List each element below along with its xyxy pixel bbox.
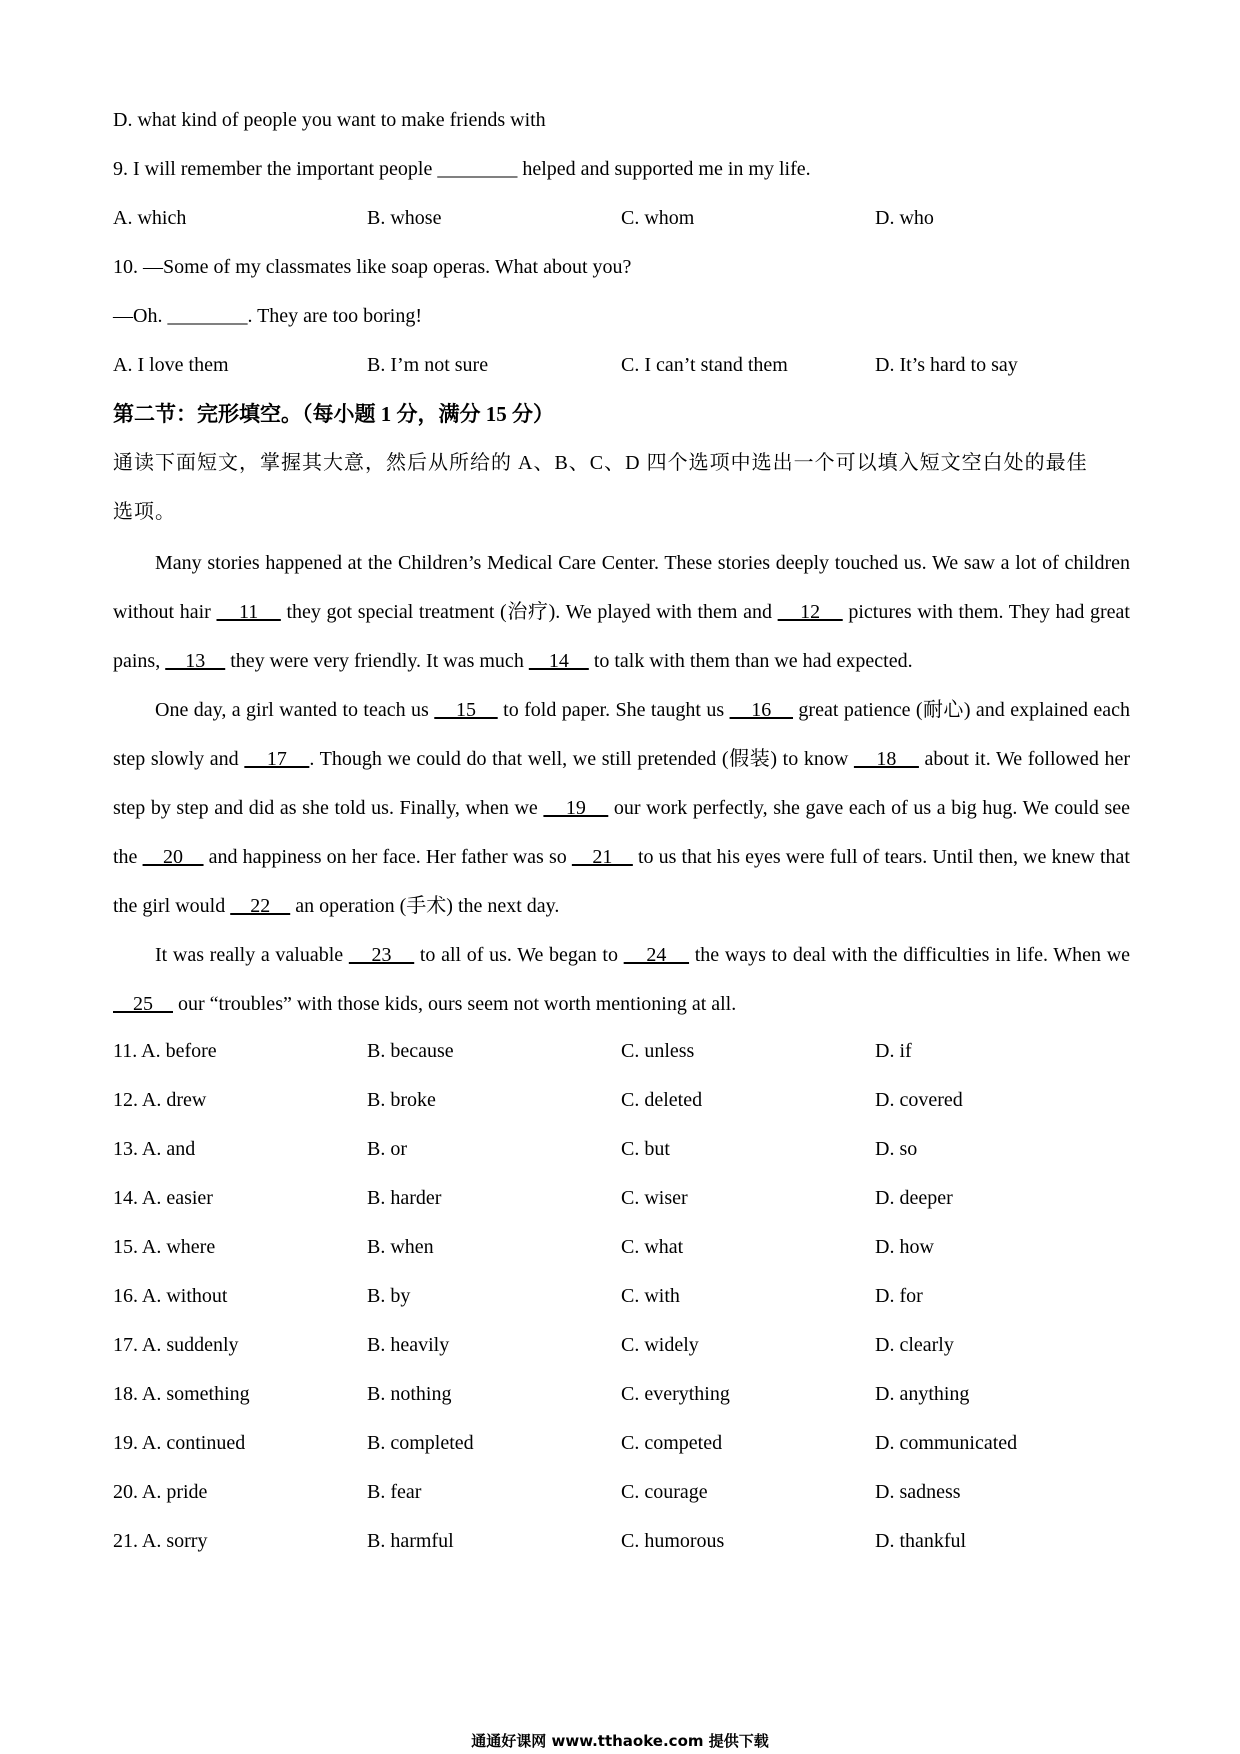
option-a: 15. A. where [113,1236,216,1258]
cloze-blank: 23 [348,944,415,966]
passage-text: our work perfectly, she gave each of us a big hug. We could see the [113,797,1131,868]
section-title: 第二节：完形填空。（每小题 1 分，满分 15 分） [113,402,554,426]
option-b: B. because [367,1040,454,1062]
cloze-option-row [113,1519,1130,1568]
passage-text: . Though we could do that well, we still pretended (假装) to know [309,748,854,770]
cloze-blank: 17 [244,748,310,770]
option-b: B. or [367,1138,407,1160]
option-d: D. so [875,1138,918,1160]
cloze-option-row [113,1127,1130,1176]
q9-option-d: D. who [875,207,934,229]
option-c: C. courage [621,1481,708,1503]
exam-page [113,98,1130,1568]
cloze-option-row [113,1323,1130,1372]
q9-option-c: C. whom [621,207,695,229]
cloze-option-row [113,1078,1130,1127]
option-a: 14. A. easier [113,1187,213,1209]
option-a: 16. A. without [113,1285,228,1307]
passage-paragraph-1 [113,539,1130,686]
option-b: B. broke [367,1089,436,1111]
cloze-blank: 22 [230,895,291,917]
q9-options [113,196,1130,245]
cloze-blank: 24 [623,944,690,966]
option-b: B. harmful [367,1530,454,1552]
cloze-option-row [113,1274,1130,1323]
option-c: C. unless [621,1040,695,1062]
option-b: B. by [367,1285,411,1307]
option-b: B. fear [367,1481,422,1503]
option-d: D. for [875,1285,923,1307]
passage-text: to all of us. We began to [414,944,624,966]
cloze-option-row [113,1029,1130,1078]
option-c: C. wiser [621,1187,688,1209]
option-c: C. competed [621,1432,723,1454]
option-c: C. with [621,1285,680,1307]
option-d: D. anything [875,1383,970,1405]
option-d: D. thankful [875,1530,967,1552]
passage-text: It was really a valuable [155,944,349,966]
q9-option-b: B. whose [367,207,442,229]
option-b: B. harder [367,1187,442,1209]
passage-text: to talk with them than we had expected. [588,650,913,672]
passage-text: One day, a girl wanted to teach us [155,699,435,721]
passage-text: they got special treatment (治疗). We played with them and [280,601,778,623]
cloze-blank: 12 [777,601,843,623]
cloze-blank: 14 [528,650,589,672]
passage-text: to fold paper. She taught us [497,699,730,721]
passage-text: and happiness on her face. Her father was so [203,846,572,868]
passage-text: to us that his eyes were full of tears. Until then, we knew that the girl would [113,846,1130,917]
cloze-passage [113,539,1130,1029]
passage-text: our “troubles” with those kids, ours seem not worth mentioning at all. [173,993,737,1015]
option-b: B. heavily [367,1334,450,1356]
passage-paragraph-3 [113,931,1130,1029]
passage-text: Many stories happened at the Children’s Medical Care Center. These stories deeply touched us. We saw a lot of children without hair [113,552,1130,623]
q10-option-c: C. I can’t stand them [621,354,788,376]
cloze-blank: 16 [729,699,793,721]
option-a: 17. A. suddenly [113,1334,239,1356]
option-c: C. but [621,1138,670,1160]
passage-text: an operation (手术) the next day. [290,895,560,917]
cloze-blank: 18 [853,748,919,770]
cloze-blank: 19 [543,797,609,819]
option-d: D. covered [875,1089,963,1111]
page-footer: 通通好课网 www.tthaoke.com 提供下载 [471,1732,769,1750]
cloze-blank: 13 [165,650,226,672]
option-a: 19. A. continued [113,1432,246,1454]
cloze-options [113,1029,1130,1568]
cloze-blank: 11 [216,601,281,623]
passage-text: about it. We followed her step by step and did as she told us. Finally, when we [113,748,1131,819]
cloze-option-row [113,1225,1130,1274]
q10-options [113,343,1130,392]
option-d: D. if [875,1040,912,1062]
section-instruction-line1: 通读下面短文，掌握其大意，然后从所给的 A、B、C、D 四个选项中选出一个可以填入短文空白处的最佳 [113,452,1088,474]
q10-option-b: B. I’m not sure [367,354,489,376]
passage-text: great patience (耐心) and explained each step slowly and [113,699,1131,770]
option-c: C. everything [621,1383,730,1405]
option-b: B. nothing [367,1383,452,1405]
option-c: C. what [621,1236,684,1258]
option-d: D. communicated [875,1432,1018,1454]
option-a: 18. A. something [113,1383,250,1405]
cloze-option-row [113,1470,1130,1519]
option-a: 12. A. drew [113,1089,207,1111]
option-d: D. how [875,1236,934,1258]
option-d: D. sadness [875,1481,961,1503]
cloze-blank: 21 [571,846,633,868]
q10-line1: 10. —Some of my classmates like soap operas. What about you? [113,256,632,278]
passage-paragraph-2 [113,686,1130,931]
option-b: B. completed [367,1432,474,1454]
option-a: 21. A. sorry [113,1530,208,1552]
q9-option-a: A. which [113,207,187,229]
passage-text: the ways to deal with the difficulties in life. When we [689,944,1131,966]
cloze-blank: 25 [113,993,173,1015]
option-b: B. when [367,1236,434,1258]
option-a: 13. A. and [113,1138,196,1160]
option-d: D. clearly [875,1334,954,1356]
option-c: C. humorous [621,1530,725,1552]
q8-option-d: D. what kind of people you want to make friends with [113,109,546,131]
option-a: 20. A. pride [113,1481,208,1503]
option-d: D. deeper [875,1187,953,1209]
q10-option-a: A. I love them [113,354,229,376]
q10-option-d: D. It’s hard to say [875,354,1018,376]
cloze-option-row [113,1372,1130,1421]
option-c: C. deleted [621,1089,703,1111]
passage-text: they were very friendly. It was much [225,650,529,672]
cloze-option-row [113,1421,1130,1470]
option-a: 11. A. before [113,1040,217,1062]
option-c: C. widely [621,1334,699,1356]
passage-text: pictures with them. They had great pains, [113,601,1130,672]
section-instruction-line2: 选项。 [113,501,176,523]
q10-line2: —Oh. ________. They are too boring! [113,305,423,327]
q9-stem: 9. I will remember the important people ________ helped and supported me in my life. [113,158,811,180]
cloze-blank: 20 [142,846,204,868]
cloze-blank: 15 [434,699,498,721]
cloze-option-row [113,1176,1130,1225]
